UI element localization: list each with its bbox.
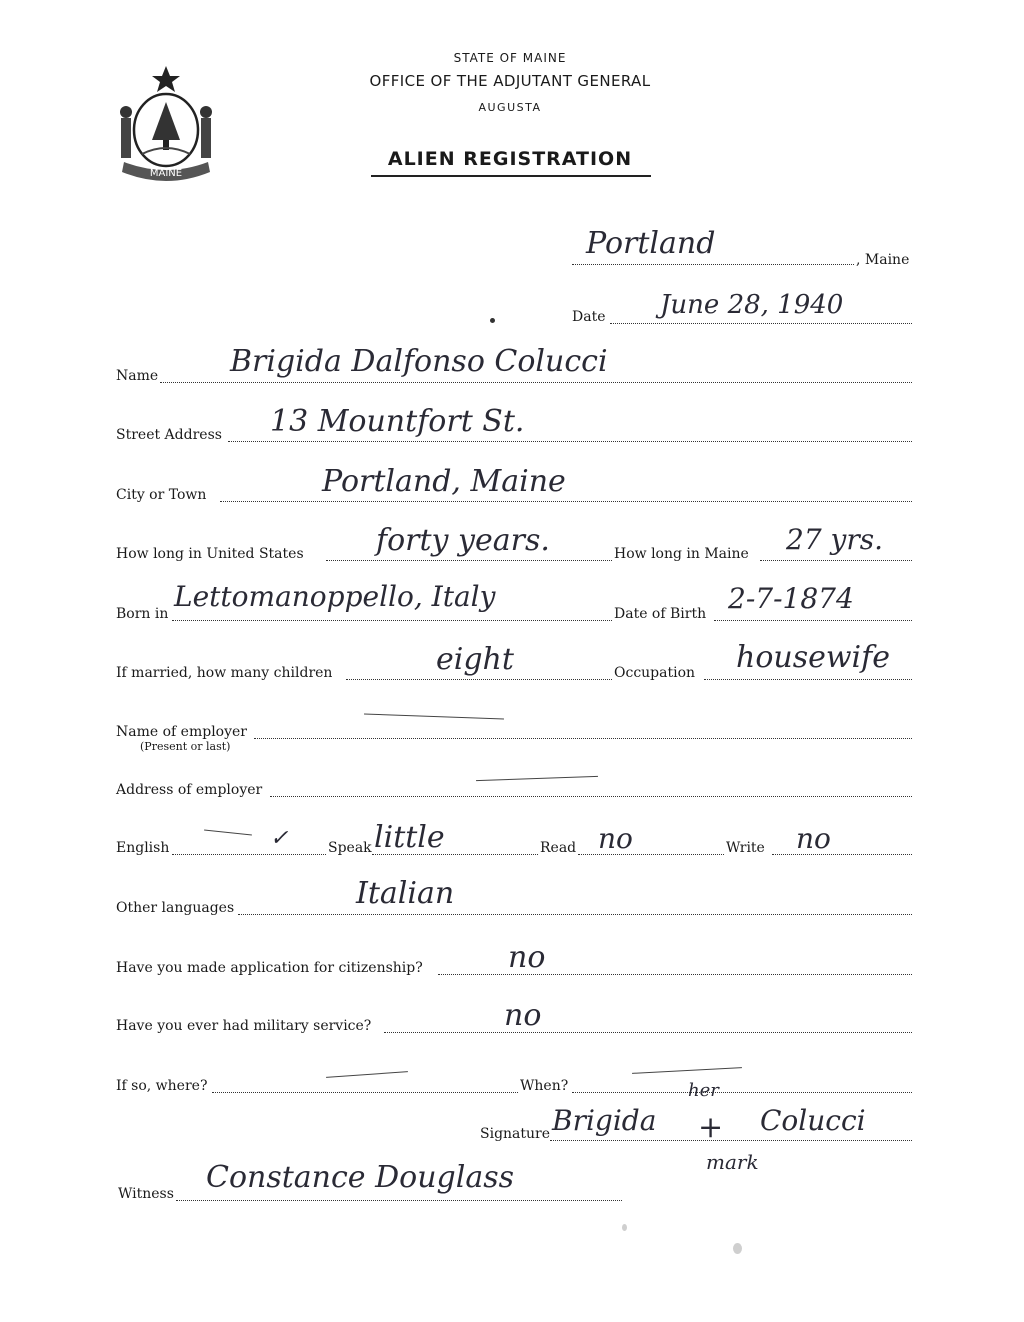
how-long-maine-value[interactable]: 27 yrs. <box>786 523 884 556</box>
military-line <box>384 1032 912 1033</box>
speak-value[interactable]: little <box>374 820 445 855</box>
dob-label: Date of Birth <box>614 606 707 622</box>
military-label: Have you ever had military service? <box>116 1018 372 1034</box>
employer-label: Name of employer <box>116 724 247 740</box>
read-value[interactable]: no <box>598 822 633 855</box>
name-line <box>160 382 912 383</box>
maine-state-seal-icon <box>112 62 220 190</box>
how-long-maine-label: How long in Maine <box>614 546 749 562</box>
date-label: Date <box>572 309 606 325</box>
signature-last-name[interactable]: Colucci <box>760 1104 866 1137</box>
employer-line[interactable] <box>254 738 912 739</box>
english-line <box>172 854 326 855</box>
city-label: City or Town <box>116 487 207 503</box>
when-label: When? <box>520 1078 569 1094</box>
witness-label: Witness <box>118 1186 174 1202</box>
how-long-maine-line <box>760 560 912 561</box>
occupation-label: Occupation <box>614 665 696 681</box>
header-office: OFFICE OF THE ADJUTANT GENERAL <box>369 72 651 90</box>
date-value[interactable]: June 28, 1940 <box>660 290 844 320</box>
name-label: Name <box>116 368 159 384</box>
witness-line <box>176 1200 622 1201</box>
children-label: If married, how many children <box>116 665 333 681</box>
dob-value[interactable]: 2-7-1874 <box>728 582 854 615</box>
street-line <box>228 441 912 442</box>
military-value[interactable]: no <box>504 998 542 1033</box>
ink-dot <box>490 318 495 323</box>
city-line <box>220 501 912 502</box>
when-dash-mark <box>632 1067 742 1074</box>
speak-label: Speak <box>328 840 372 856</box>
maine-label: , Maine <box>856 252 910 268</box>
signature-x-mark-icon: + <box>698 1110 724 1145</box>
born-in-line <box>172 620 612 621</box>
place-value[interactable]: Portland <box>586 226 716 261</box>
header-state: STATE OF MAINE <box>453 51 567 65</box>
place-line <box>572 264 854 265</box>
smudge-mark <box>733 1243 742 1254</box>
employer-dash-mark <box>364 714 504 720</box>
occupation-value[interactable]: housewife <box>736 640 890 675</box>
signature-mark-her: her <box>688 1080 719 1101</box>
where-label: If so, where? <box>116 1078 208 1094</box>
where-line[interactable] <box>212 1092 518 1093</box>
write-line <box>772 854 912 855</box>
name-value[interactable]: Brigida Dalfonso Colucci <box>230 344 608 379</box>
write-value[interactable]: no <box>796 822 831 855</box>
date-line <box>610 323 912 324</box>
other-languages-line <box>238 914 912 915</box>
citizenship-value[interactable]: no <box>508 940 546 975</box>
children-line <box>346 679 612 680</box>
children-value[interactable]: eight <box>436 642 514 677</box>
signature-line <box>550 1140 912 1141</box>
occupation-line <box>704 679 912 680</box>
signature-mark-label: mark <box>706 1150 759 1174</box>
how-long-us-label: How long in United States <box>116 546 304 562</box>
when-line[interactable] <box>572 1092 912 1093</box>
street-label: Street Address <box>116 427 222 443</box>
other-languages-label: Other languages <box>116 900 235 916</box>
how-long-us-line <box>326 560 612 561</box>
born-in-label: Born in <box>116 606 169 622</box>
title-underline <box>371 175 651 177</box>
form-title: ALIEN REGISTRATION <box>387 148 633 170</box>
witness-value[interactable]: Constance Douglass <box>206 1160 514 1195</box>
employer-address-line[interactable] <box>270 796 912 797</box>
signature-first-name[interactable]: Brigida <box>552 1104 657 1137</box>
write-label: Write <box>726 840 765 856</box>
read-label: Read <box>540 840 577 856</box>
where-dash-mark <box>326 1071 408 1078</box>
born-in-value[interactable]: Lettomanoppello, Italy <box>174 580 496 613</box>
english-label: English <box>116 840 170 856</box>
street-value[interactable]: 13 Mountfort St. <box>270 404 525 439</box>
seal-banner-text: MAINE <box>149 168 183 179</box>
employer-sub-label: (Present or last) <box>140 740 231 753</box>
city-value[interactable]: Portland, Maine <box>322 464 566 499</box>
how-long-us-value[interactable]: forty years. <box>376 523 550 558</box>
smudge-mark <box>622 1224 627 1231</box>
english-check-value[interactable]: ✓ <box>270 826 289 851</box>
employer-address-label: Address of employer <box>116 782 263 798</box>
citizenship-label: Have you made application for citizenship? <box>116 960 423 976</box>
other-languages-value[interactable]: Italian <box>356 876 455 911</box>
employer-address-dash-mark <box>476 776 598 781</box>
dob-line <box>714 620 912 621</box>
english-dash-mark <box>204 829 252 835</box>
signature-label: Signature <box>480 1126 551 1142</box>
header-city: AUGUSTA <box>478 101 542 114</box>
